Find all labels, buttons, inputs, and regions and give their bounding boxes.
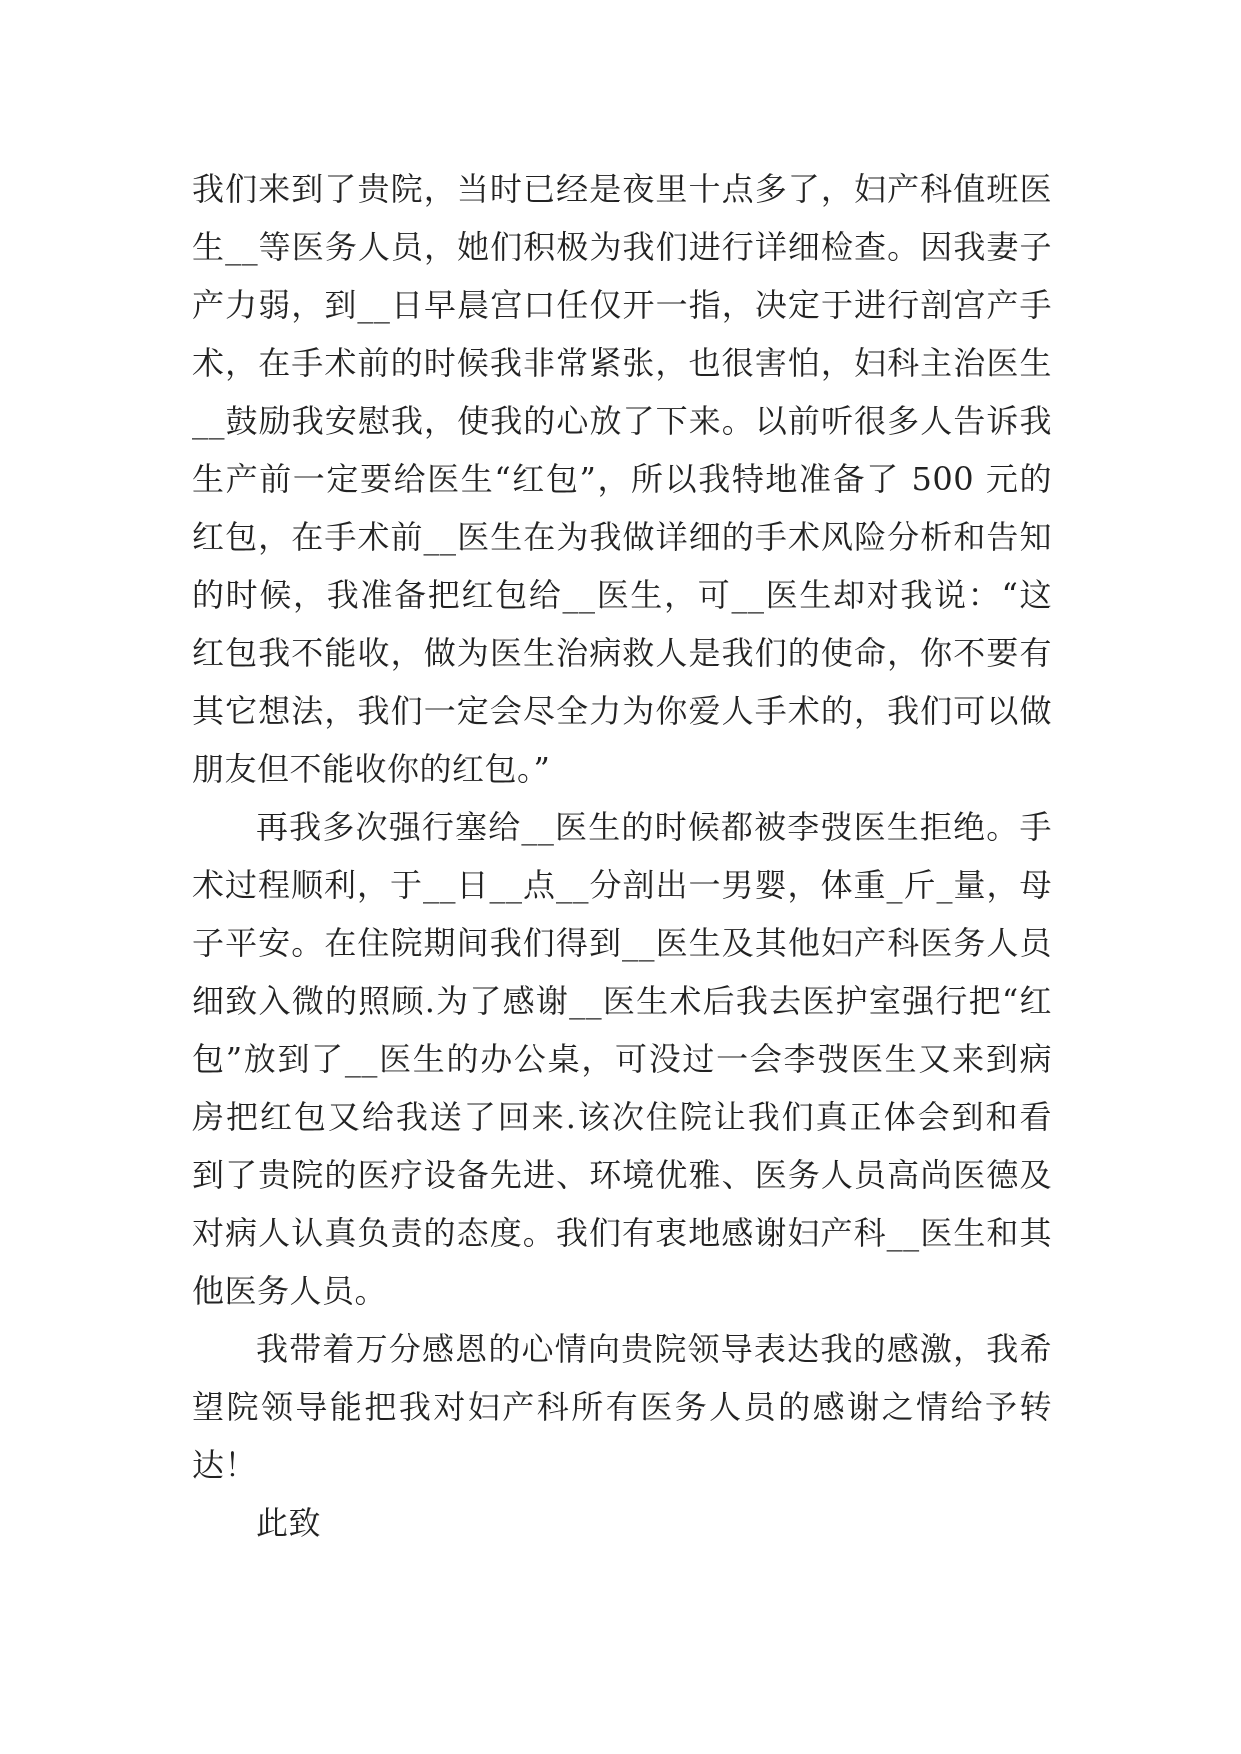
text-line: 生__等医务人员，她们积极为我们进行详细检查。因我妻子 xyxy=(192,228,1052,266)
text-line: 他医务人员。 xyxy=(192,1272,388,1310)
text-line: 我带着万分感恩的心情向贵院领导表达我的感激，我希 xyxy=(256,1330,1052,1368)
text-line: 红包我不能收，做为医生治病救人是我们的使命，你不要有 xyxy=(192,634,1052,672)
text-line: 术过程顺利，于__日__点__分剖出一男婴，体重_斤_量，母 xyxy=(192,866,1052,904)
text-line: 房把红包又给我送了回来.该次住院让我们真正体会到和看 xyxy=(192,1098,1052,1136)
text-line: 到了贵院的医疗设备先进、环境优雅、医务人员高尚医德及 xyxy=(192,1156,1052,1194)
text-line: 其它想法，我们一定会尽全力为你爱人手术的，我们可以做 xyxy=(192,692,1052,730)
text-line: 达！ xyxy=(192,1446,258,1484)
text-line: 对病人认真负责的态度。我们有衷地感谢妇产科__医生和其 xyxy=(192,1214,1052,1252)
text-line: 产力弱，到__日早晨宫口任仅开一指，决定于进行剖宫产手 xyxy=(192,286,1052,324)
closing-salutation xyxy=(192,1494,1052,1552)
text-line: 细致入微的照顾.为了感谢__医生术后我去医护室强行把“红 xyxy=(192,982,1052,1020)
text-line: 此致 xyxy=(256,1504,322,1542)
text-line: 红包，在手术前__医生在为我做详细的手术风险分析和告知 xyxy=(192,518,1052,556)
text-line: 朋友但不能收你的红包。” xyxy=(192,750,551,788)
text-line: 子平安。在住院期间我们得到__医生及其他妇产科医务人员 xyxy=(192,924,1052,962)
text-line: __鼓励我安慰我，使我的心放了下来。以前听很多人告诉我 xyxy=(192,402,1052,440)
text-line: 生产前一定要给医生“红包”，所以我特地准备了 500 元的 xyxy=(192,460,1052,498)
text-line: 我们来到了贵院，当时已经是夜里十点多了，妇产科值班医 xyxy=(192,170,1052,208)
text-line: 望院领导能把我对妇产科所有医务人员的感谢之情给予转 xyxy=(192,1388,1052,1426)
text-line: 再我多次强行塞给__医生的时候都被李弢医生拒绝。手 xyxy=(256,808,1052,846)
text-line: 的时候，我准备把红包给__医生，可__医生却对我说：“这 xyxy=(192,576,1052,614)
paragraph-1 xyxy=(192,160,1052,798)
text-line: 包”放到了__医生的办公桌，可没过一会李弢医生又来到病 xyxy=(192,1040,1052,1078)
text-line: 术，在手术前的时候我非常紧张，也很害怕，妇科主治医生 xyxy=(192,344,1052,382)
letter-body xyxy=(192,160,1052,1552)
paragraph-2 xyxy=(192,798,1052,1320)
paragraph-3 xyxy=(192,1320,1052,1494)
